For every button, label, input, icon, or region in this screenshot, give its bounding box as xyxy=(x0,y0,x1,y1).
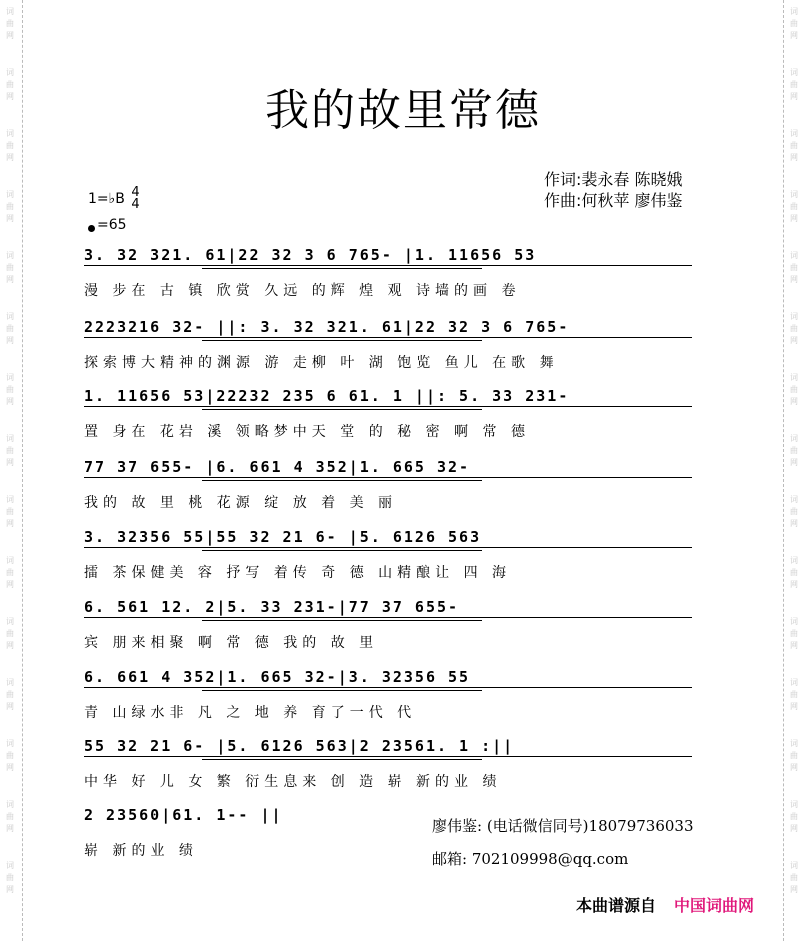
watermark-char: 网 xyxy=(6,580,14,589)
time-signature xyxy=(131,187,139,211)
watermark-char: 曲 xyxy=(6,385,14,394)
watermark-char: 网 xyxy=(790,214,798,223)
watermark-char: 曲 xyxy=(6,568,14,577)
lyrics-line: 擂 茶保健美 容 抒写 着传 奇 德 山精酿让 四 海 xyxy=(84,565,512,581)
beam-underline xyxy=(202,620,482,621)
watermark-mark xyxy=(0,738,20,774)
watermark-char: 曲 xyxy=(6,446,14,455)
watermark-char: 网 xyxy=(6,153,14,162)
watermark-mark xyxy=(784,738,804,774)
score-row xyxy=(82,458,722,522)
watermark-char: 曲 xyxy=(6,873,14,882)
watermark-char: 词 xyxy=(790,129,798,138)
beam-underline xyxy=(202,409,482,410)
watermark-mark xyxy=(784,555,804,591)
beam-underline xyxy=(202,690,482,691)
quarter-note-icon xyxy=(88,225,95,232)
source-label: 本曲谱源自 xyxy=(576,896,657,915)
watermark-char: 词 xyxy=(6,434,14,443)
beam-underline xyxy=(202,480,482,481)
watermark-mark xyxy=(0,616,20,652)
watermark-char: 曲 xyxy=(6,812,14,821)
watermark-char: 词 xyxy=(790,190,798,199)
watermark-char: 词 xyxy=(790,861,798,870)
source-credit xyxy=(576,893,754,916)
watermark-char: 词 xyxy=(790,373,798,382)
score-row xyxy=(82,737,722,801)
watermark-char: 曲 xyxy=(790,629,798,638)
watermark-char: 网 xyxy=(6,92,14,101)
watermark-mark xyxy=(0,555,20,591)
beam-underline xyxy=(84,477,692,478)
notation-line: 1. 11656 53|22232 235 6 61. 1 ||: 5. 33 231- xyxy=(84,387,570,405)
beam-underline xyxy=(84,756,692,757)
score-row xyxy=(82,318,722,382)
notation-line: 77 37 655- |6. 661 4 352|1. 665 32- xyxy=(84,458,471,476)
watermark-char: 网 xyxy=(6,641,14,650)
watermark-char: 曲 xyxy=(790,812,798,821)
source-brand: 中国词曲网 xyxy=(674,896,755,915)
notation-line: 6. 561 12. 2|5. 33 231-|77 37 655- xyxy=(84,598,460,616)
notation-line: 6. 661 4 352|1. 665 32-|3. 32356 55 xyxy=(84,668,471,686)
watermark-char: 曲 xyxy=(6,751,14,760)
watermark-char: 网 xyxy=(6,824,14,833)
watermark-mark xyxy=(784,433,804,469)
watermark-char: 曲 xyxy=(6,507,14,516)
lyrics-line: 漫 步在 古 镇 欣赏 久远 的辉 煌 观 诗墙的画 卷 xyxy=(84,283,521,299)
watermark-char: 网 xyxy=(790,702,798,711)
watermark-char: 曲 xyxy=(6,690,14,699)
watermark-mark xyxy=(784,616,804,652)
watermark-char: 词 xyxy=(790,678,798,687)
watermark-char: 曲 xyxy=(6,202,14,211)
watermark-mark xyxy=(784,6,804,42)
right-watermark-strip xyxy=(783,0,806,941)
watermark-char: 网 xyxy=(6,31,14,40)
watermark-char: 曲 xyxy=(790,690,798,699)
notation-line: 2223216 32- ||: 3. 32 321. 61|22 32 3 6 765- xyxy=(84,318,570,336)
watermark-char: 曲 xyxy=(790,385,798,394)
watermark-char: 词 xyxy=(6,739,14,748)
watermark-char: 曲 xyxy=(790,324,798,333)
lyricist-credit: 作词:裴永春 陈晓娥 xyxy=(544,170,683,189)
watermark-char: 曲 xyxy=(790,202,798,211)
notation-line: 3. 32356 55|55 32 21 6- |5. 6126 563 xyxy=(84,528,482,546)
watermark-char: 曲 xyxy=(790,263,798,272)
watermark-char: 曲 xyxy=(790,751,798,760)
watermark-char: 词 xyxy=(6,312,14,321)
watermark-char: 曲 xyxy=(790,80,798,89)
watermark-char: 网 xyxy=(790,397,798,406)
watermark-char: 词 xyxy=(6,800,14,809)
contact-email: 邮箱: 702109998@qq.com xyxy=(432,850,629,868)
watermark-char: 曲 xyxy=(790,568,798,577)
watermark-char: 词 xyxy=(790,434,798,443)
watermark-char: 网 xyxy=(6,702,14,711)
watermark-char: 词 xyxy=(6,68,14,77)
watermark-char: 网 xyxy=(6,336,14,345)
time-denominator: 4 xyxy=(131,197,140,212)
watermark-mark xyxy=(784,677,804,713)
watermark-char: 网 xyxy=(6,519,14,528)
watermark-char: 网 xyxy=(790,885,798,894)
watermark-char: 词 xyxy=(790,495,798,504)
lyrics-line: 崭 新的业 绩 xyxy=(84,843,198,859)
beam-underline xyxy=(84,547,692,548)
watermark-char: 曲 xyxy=(790,873,798,882)
watermark-char: 网 xyxy=(790,824,798,833)
beam-underline xyxy=(202,268,482,269)
watermark-char: 网 xyxy=(790,458,798,467)
watermark-mark xyxy=(784,860,804,896)
flat-symbol: ♭ xyxy=(108,191,116,207)
watermark-char: 网 xyxy=(790,580,798,589)
watermark-mark xyxy=(784,799,804,835)
watermark-mark xyxy=(784,250,804,286)
lyrics-line: 置 身在 花岩 溪 领略梦中天 堂 的 秘 密 啊 常 德 xyxy=(84,424,530,440)
watermark-char: 网 xyxy=(790,336,798,345)
watermark-char: 词 xyxy=(790,556,798,565)
watermark-char: 词 xyxy=(6,678,14,687)
watermark-char: 曲 xyxy=(6,19,14,28)
watermark-char: 网 xyxy=(6,885,14,894)
score-row xyxy=(82,598,722,662)
watermark-mark xyxy=(0,677,20,713)
watermark-char: 词 xyxy=(790,7,798,16)
watermark-mark xyxy=(784,311,804,347)
score-row xyxy=(82,246,722,310)
watermark-char: 词 xyxy=(6,861,14,870)
watermark-char: 网 xyxy=(790,763,798,772)
watermark-char: 词 xyxy=(6,129,14,138)
notation-line: 3. 32 321. 61|22 32 3 6 765- |1. 11656 53 xyxy=(84,246,537,264)
watermark-char: 词 xyxy=(790,251,798,260)
watermark-mark xyxy=(0,250,20,286)
beam-underline xyxy=(202,759,482,760)
watermark-char: 网 xyxy=(790,92,798,101)
watermark-char: 词 xyxy=(790,617,798,626)
watermark-char: 词 xyxy=(6,251,14,260)
watermark-char: 词 xyxy=(790,68,798,77)
lyrics-line: 中华 好 儿 女 繁 衍生息来 创 造 崭 新的业 绩 xyxy=(84,774,502,790)
watermark-char: 词 xyxy=(6,7,14,16)
watermark-char: 曲 xyxy=(790,507,798,516)
watermark-char: 词 xyxy=(6,495,14,504)
watermark-char: 曲 xyxy=(6,324,14,333)
watermark-mark xyxy=(0,6,20,42)
left-watermark-strip xyxy=(0,0,23,941)
lyrics-line: 探索博大精神的渊源 游 走柳 叶 湖 饱览 鱼儿 在歌 舞 xyxy=(84,355,559,371)
composer-credit: 作曲:何秋苹 廖伟鉴 xyxy=(544,191,683,210)
watermark-char: 网 xyxy=(790,275,798,284)
watermark-char: 曲 xyxy=(6,141,14,150)
beam-underline xyxy=(202,550,482,551)
credits-block xyxy=(544,169,682,211)
watermark-char: 曲 xyxy=(6,80,14,89)
notation-line: 55 32 21 6- |5. 6126 563|2 23561. 1 :|| xyxy=(84,737,515,755)
watermark-char: 网 xyxy=(790,31,798,40)
watermark-char: 网 xyxy=(6,458,14,467)
beam-underline xyxy=(84,265,692,266)
beam-underline xyxy=(84,337,692,338)
lyrics-line: 宾 朋来相聚 啊 常 德 我的 故 里 xyxy=(84,635,379,651)
watermark-char: 词 xyxy=(6,556,14,565)
watermark-mark xyxy=(0,311,20,347)
beam-underline xyxy=(84,406,692,407)
watermark-mark xyxy=(0,860,20,896)
watermark-char: 网 xyxy=(6,763,14,772)
watermark-char: 网 xyxy=(790,519,798,528)
score-row xyxy=(82,668,722,732)
beam-underline xyxy=(84,617,692,618)
watermark-char: 词 xyxy=(6,373,14,382)
watermark-mark xyxy=(0,372,20,408)
watermark-mark xyxy=(784,372,804,408)
watermark-mark xyxy=(0,433,20,469)
watermark-char: 曲 xyxy=(790,141,798,150)
tempo-marking xyxy=(88,217,127,233)
time-numerator: 4 xyxy=(131,185,140,200)
watermark-char: 网 xyxy=(6,214,14,223)
song-title: 我的故里常德 xyxy=(265,85,541,136)
watermark-char: 曲 xyxy=(6,629,14,638)
watermark-mark xyxy=(0,494,20,530)
lyrics-line: 青 山绿水非 凡 之 地 养 育了一代 代 xyxy=(84,705,417,721)
watermark-char: 曲 xyxy=(790,19,798,28)
score-row xyxy=(82,528,722,592)
tempo-value: =65 xyxy=(97,217,127,233)
score-row xyxy=(82,387,722,451)
watermark-char: 词 xyxy=(790,739,798,748)
beam-underline xyxy=(202,340,482,341)
watermark-char: 词 xyxy=(6,190,14,199)
watermark-mark xyxy=(0,189,20,225)
watermark-char: 网 xyxy=(6,275,14,284)
watermark-char: 词 xyxy=(6,617,14,626)
key-signature xyxy=(88,187,140,211)
key-tone: B xyxy=(115,191,125,207)
watermark-mark xyxy=(784,189,804,225)
watermark-mark xyxy=(0,799,20,835)
lyrics-line: 我的 故 里 桃 花源 绽 放 着 美 丽 xyxy=(84,495,398,511)
watermark-char: 网 xyxy=(790,153,798,162)
beam-underline xyxy=(84,687,692,688)
watermark-char: 曲 xyxy=(6,263,14,272)
watermark-char: 曲 xyxy=(790,446,798,455)
watermark-char: 词 xyxy=(790,800,798,809)
watermark-char: 网 xyxy=(790,641,798,650)
contact-phone: 廖伟鉴: (电话微信同号)18079736033 xyxy=(432,817,694,835)
watermark-char: 词 xyxy=(790,312,798,321)
watermark-char: 网 xyxy=(6,397,14,406)
notation-line: 2 23560|61. 1-- || xyxy=(84,806,283,824)
key-prefix: 1= xyxy=(88,191,109,207)
watermark-mark xyxy=(784,494,804,530)
